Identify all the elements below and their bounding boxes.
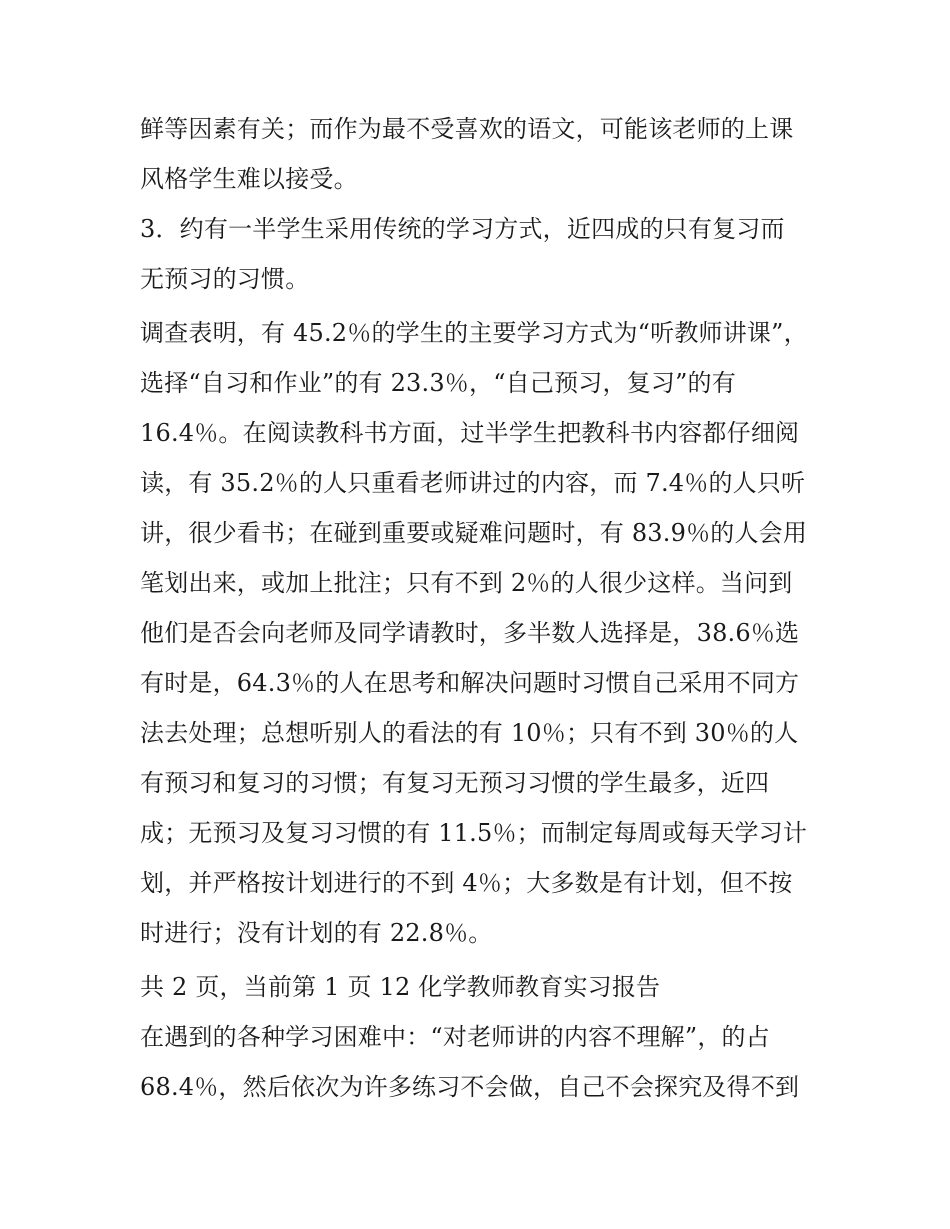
text-line: 有时是，64.3％的人在思考和解决问题时习惯自己采用不同方 xyxy=(140,669,800,697)
text-line: 笔划出来，或加上批注；只有不到 2％的人很少这样。当问到 xyxy=(140,569,793,597)
text-line: 鲜等因素有关；而作为最不受喜欢的语文，可能该老师的上课 xyxy=(140,115,794,143)
text-line: 68.4％，然后依次为许多练习不会做，自己不会探究及得不到 xyxy=(140,1073,800,1101)
text-line: 讲，很少看书；在碰到重要或疑难问题时，有 83.9％的人会用 xyxy=(140,519,808,547)
text-line: 风格学生难以接受。 xyxy=(140,165,358,193)
text-line: 16.4％。在阅读教科书方面，过半学生把教科书内容都仔细阅 xyxy=(140,419,800,447)
text-line: 时进行；没有计划的有 22.8％。 xyxy=(140,919,493,947)
text-line: 有预习和复习的习惯；有复习无预习习惯的学生最多，近四 xyxy=(140,769,770,797)
text-line: 选择“自习和作业”的有 23.3％，“自己预习，复习”的有 xyxy=(140,369,736,397)
numbered-heading: 3．约有一半学生采用传统的学习方式，近四成的只有复习而 xyxy=(140,215,785,243)
text-line: 读，有 35.2％的人只重看老师讲过的内容，而 7.4％的人只听 xyxy=(140,469,806,497)
text-line: 调查表明，有 45.2％的学生的主要学习方式为“听教师讲课”， xyxy=(140,319,808,347)
text-line: 成；无预习及复习习惯的有 11.5％；而制定每周或每天学习计 xyxy=(140,819,808,847)
text-line: 在遇到的各种学习困难中：“对老师讲的内容不理解”，的占 xyxy=(140,1023,770,1051)
page-footer-note: 共 2 页，当前第 1 页 12 化学教师教育实习报告 xyxy=(140,973,661,1001)
numbered-heading-continuation: 无预习的习惯。 xyxy=(140,265,310,293)
text-line: 他们是否会向老师及同学请教时，多半数人选择是，38.6％选 xyxy=(140,619,800,647)
text-line: 划，并严格按计划进行的不到 4％；大多数是有计划，但不按 xyxy=(140,869,793,897)
text-line: 法去处理；总想听别人的看法的有 10％；只有不到 30％的人 xyxy=(140,719,799,747)
